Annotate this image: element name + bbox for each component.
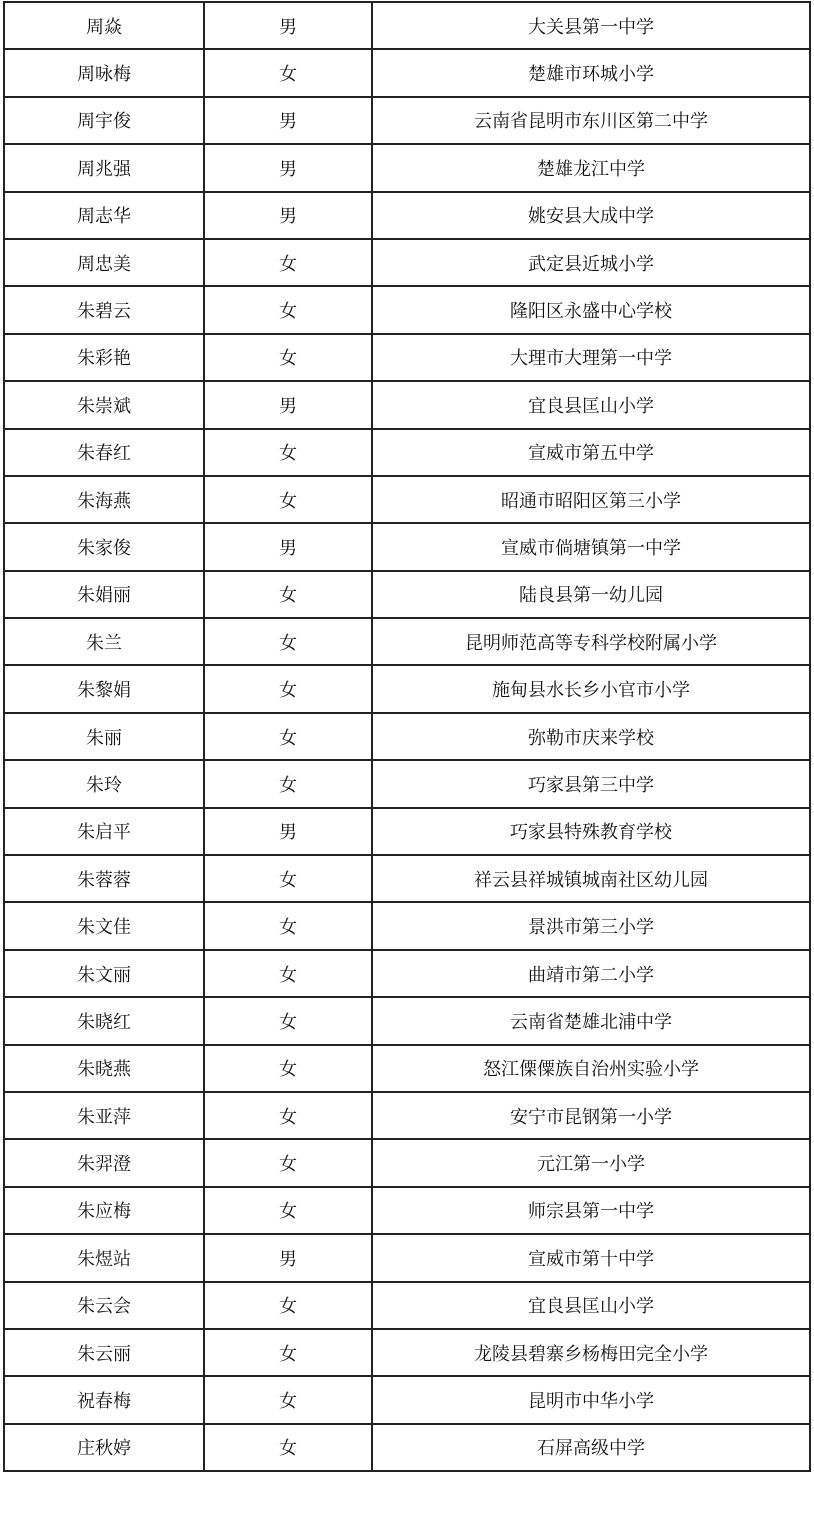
table-row: [4, 665, 810, 712]
table-row: [4, 49, 810, 96]
name-cell: 朱家俊: [4, 523, 204, 570]
school-cell: 大关县第一中学: [372, 2, 810, 49]
name-cell: 朱黎娟: [4, 665, 204, 712]
school-cell: 宜良县匡山小学: [372, 381, 810, 428]
gender-cell: 女: [204, 476, 372, 523]
name-cell: 周兆强: [4, 144, 204, 191]
name-cell: 朱玲: [4, 760, 204, 807]
school-cell: 元江第一小学: [372, 1139, 810, 1186]
gender-cell: 女: [204, 855, 372, 902]
school-cell: 楚雄龙江中学: [372, 144, 810, 191]
school-cell: 陆良县第一幼儿园: [372, 571, 810, 618]
gender-cell: 女: [204, 902, 372, 949]
gender-cell: 男: [204, 523, 372, 570]
name-cell: 周忠美: [4, 239, 204, 286]
gender-cell: 女: [204, 1045, 372, 1092]
name-cell: 周志华: [4, 192, 204, 239]
name-cell: 朱崇斌: [4, 381, 204, 428]
school-cell: 昆明市中华小学: [372, 1376, 810, 1423]
table-row: [4, 239, 810, 286]
table-row: [4, 997, 810, 1044]
table-row: [4, 950, 810, 997]
school-cell: 石屏高级中学: [372, 1424, 810, 1471]
table-row: [4, 476, 810, 523]
school-cell: 云南省楚雄北浦中学: [372, 997, 810, 1044]
table-row: [4, 1424, 810, 1471]
gender-cell: 女: [204, 1187, 372, 1234]
name-cell: 朱海燕: [4, 476, 204, 523]
table-row: [4, 286, 810, 333]
school-cell: 宜良县匡山小学: [372, 1282, 810, 1329]
school-cell: 龙陵县碧寨乡杨梅田完全小学: [372, 1329, 810, 1376]
table-row: [4, 713, 810, 760]
gender-cell: 女: [204, 1139, 372, 1186]
school-cell: 宣威市第五中学: [372, 429, 810, 476]
table-row: [4, 808, 810, 855]
name-cell: 朱煜站: [4, 1234, 204, 1281]
school-cell: 姚安县大成中学: [372, 192, 810, 239]
gender-cell: 女: [204, 1329, 372, 1376]
gender-cell: 男: [204, 97, 372, 144]
gender-cell: 女: [204, 1424, 372, 1471]
name-cell: 朱娟丽: [4, 571, 204, 618]
roster-table-body: [4, 2, 810, 1471]
table-row: [4, 1282, 810, 1329]
school-cell: 巧家县第三中学: [372, 760, 810, 807]
name-cell: 朱应梅: [4, 1187, 204, 1234]
name-cell: 朱晓红: [4, 997, 204, 1044]
name-cell: 朱丽: [4, 713, 204, 760]
school-cell: 巧家县特殊教育学校: [372, 808, 810, 855]
table-row: [4, 1234, 810, 1281]
school-cell: 武定县近城小学: [372, 239, 810, 286]
table-row: [4, 1092, 810, 1139]
gender-cell: 男: [204, 192, 372, 239]
name-cell: 朱羿澄: [4, 1139, 204, 1186]
gender-cell: 女: [204, 239, 372, 286]
gender-cell: 女: [204, 760, 372, 807]
school-cell: 师宗县第一中学: [372, 1187, 810, 1234]
name-cell: 朱云丽: [4, 1329, 204, 1376]
table-row: [4, 523, 810, 570]
school-cell: 楚雄市环城小学: [372, 49, 810, 96]
school-cell: 安宁市昆钢第一小学: [372, 1092, 810, 1139]
name-cell: 朱云会: [4, 1282, 204, 1329]
table-row: [4, 334, 810, 381]
table-row: [4, 1187, 810, 1234]
school-cell: 云南省昆明市东川区第二中学: [372, 97, 810, 144]
gender-cell: 女: [204, 1092, 372, 1139]
roster-table: [3, 1, 811, 1472]
gender-cell: 女: [204, 286, 372, 333]
gender-cell: 男: [204, 808, 372, 855]
gender-cell: 男: [204, 2, 372, 49]
table-row: [4, 1329, 810, 1376]
name-cell: 朱蓉蓉: [4, 855, 204, 902]
gender-cell: 男: [204, 381, 372, 428]
gender-cell: 女: [204, 571, 372, 618]
gender-cell: 女: [204, 1376, 372, 1423]
gender-cell: 女: [204, 1282, 372, 1329]
table-row: [4, 429, 810, 476]
school-cell: 隆阳区永盛中心学校: [372, 286, 810, 333]
table-row: [4, 902, 810, 949]
gender-cell: 女: [204, 997, 372, 1044]
gender-cell: 女: [204, 618, 372, 665]
table-row: [4, 760, 810, 807]
gender-cell: 男: [204, 144, 372, 191]
school-cell: 怒江傈僳族自治州实验小学: [372, 1045, 810, 1092]
school-cell: 弥勒市庆来学校: [372, 713, 810, 760]
gender-cell: 女: [204, 334, 372, 381]
table-row: [4, 1376, 810, 1423]
name-cell: 周咏梅: [4, 49, 204, 96]
name-cell: 朱兰: [4, 618, 204, 665]
table-row: [4, 97, 810, 144]
table-row: [4, 618, 810, 665]
gender-cell: 男: [204, 1234, 372, 1281]
table-row: [4, 2, 810, 49]
name-cell: 庄秋婷: [4, 1424, 204, 1471]
name-cell: 周焱: [4, 2, 204, 49]
school-cell: 宣威市倘塘镇第一中学: [372, 523, 810, 570]
school-cell: 宣威市第十中学: [372, 1234, 810, 1281]
table-row: [4, 144, 810, 191]
table-row: [4, 192, 810, 239]
name-cell: 朱碧云: [4, 286, 204, 333]
school-cell: 施甸县水长乡小官市小学: [372, 665, 810, 712]
school-cell: 曲靖市第二小学: [372, 950, 810, 997]
name-cell: 祝春梅: [4, 1376, 204, 1423]
gender-cell: 女: [204, 950, 372, 997]
name-cell: 周宇俊: [4, 97, 204, 144]
name-cell: 朱春红: [4, 429, 204, 476]
name-cell: 朱文佳: [4, 902, 204, 949]
table-row: [4, 571, 810, 618]
school-cell: 祥云县祥城镇城南社区幼儿园: [372, 855, 810, 902]
name-cell: 朱文丽: [4, 950, 204, 997]
school-cell: 大理市大理第一中学: [372, 334, 810, 381]
school-cell: 昆明师范高等专科学校附属小学: [372, 618, 810, 665]
table-row: [4, 855, 810, 902]
table-row: [4, 1045, 810, 1092]
name-cell: 朱彩艳: [4, 334, 204, 381]
gender-cell: 女: [204, 665, 372, 712]
school-cell: 昭通市昭阳区第三小学: [372, 476, 810, 523]
table-row: [4, 381, 810, 428]
table-row: [4, 1139, 810, 1186]
name-cell: 朱晓燕: [4, 1045, 204, 1092]
gender-cell: 女: [204, 429, 372, 476]
school-cell: 景洪市第三小学: [372, 902, 810, 949]
gender-cell: 女: [204, 49, 372, 96]
name-cell: 朱亚萍: [4, 1092, 204, 1139]
name-cell: 朱启平: [4, 808, 204, 855]
gender-cell: 女: [204, 713, 372, 760]
